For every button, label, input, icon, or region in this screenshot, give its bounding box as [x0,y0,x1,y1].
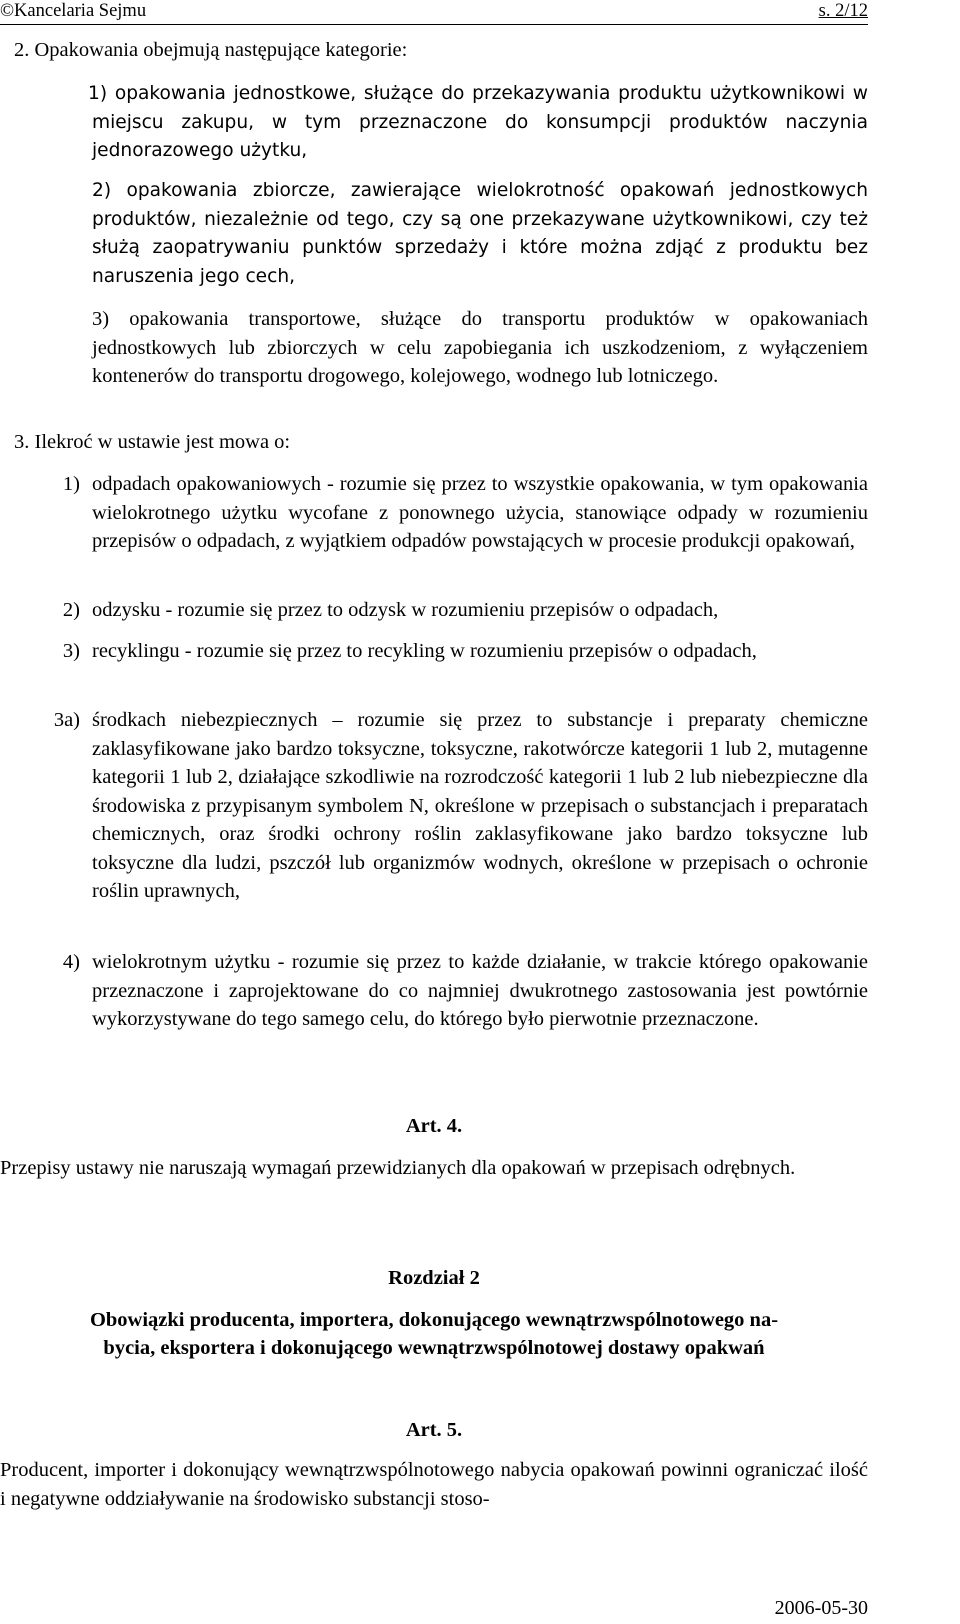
sec3-item-3-text: recyklingu - rozumie się przez to recykling w rozumieniu przepisów o odpadach, [92,640,757,662]
sec3-item-1-num: 1) [62,473,80,495]
art4-title: Art. 4. [405,1115,463,1137]
sec2-item-2-text: 2) opakowania zbiorcze, zawierające wielokrotność opakowań jednostkowych produktów, niezależnie od tego, czy są one przekazywane użytkownikowi, czy też służą zaopatrywaniu punktów sprzedaży i które można zdjąć z produktu bez naruszenia jego cech, [92,180,868,287]
chapter-subtitle-line-2: bycia, eksportera i dokonującego wewnątrzwspólnotowej dostawy opakwań [103,1337,765,1359]
sec2-item-1 [88,80,868,166]
sec3-item-2-text: odzysku - rozumie się przez to odzysk w rozumieniu przepisów o odpadach, [92,599,719,621]
sec2-item-2 [92,177,868,291]
page-header [0,0,868,25]
sec3-item-3-num: 3) [62,640,80,662]
sec2-intro: 2. Opakowania obejmują następujące kategorie: [14,39,408,61]
art4-text: Przepisy ustawy nie naruszają wymagań przewidzianych dla opakowań w przepisach odrębnych. [0,1157,796,1179]
sec3-item-1-text: odpadach opakowaniowych - rozumie się przez to wszystkie opakowania, w tym opakowania wielokrotnego użytku wycofane z ponownego użycia, stanowiące odpady w rozumieniu przepisów o odpadach, z wyjątkiem odpadów powstających w procesie produkcji opakowań, [92,473,868,552]
header-copyright: ©Kancelaria Sejmu [0,1,147,21]
footer-date: 2006-05-30 [774,1596,868,1619]
art5-text: Producent, importer i dokonujący wewnątrzwspólnotowego nabycia opakowań powinni ograniczać ilość i negatywne oddziaływanie na środowisko substancji stoso- [0,1459,868,1510]
chapter-title: Rozdział 2 [388,1267,480,1289]
header-page-number: s. 2/12 [818,1,868,21]
sec3-item-4-text: wielokrotnym użytku - rozumie się przez to każde działanie, w trakcie którego opakowanie przeznaczone i zaprojektowane do co najmniej dwukrotnego zastosowania jest powtórnie wykorzystywane do tego samego celu, do którego było pierwotnie przeznaczone. [92,951,868,1030]
sec2-item-1-text: 1) opakowania jednostkowe, służące do przekazywania produktu użytkownikowi w miejscu zakupu, w tym przeznaczone do konsumpcji produktów naczynia jednorazowego użytku, [88,83,868,161]
sec3-intro: 3. Ilekroć w ustawie jest mowa o: [14,431,291,453]
sec2-item-3-text: 3) opakowania transportowe, służące do transportu produktów w opakowaniach jednostkowych lub zbiorczych w celu zapobiegania ich uszkodzeniom, z wyłączeniem kontenerów do transportu drogowego, kolejowego, wodnego lub lotniczego. [92,308,868,387]
sec3-item-4-num: 4) [62,951,80,973]
sec3-item-3a-text: środkach niebezpiecznych – rozumie się przez to substancje i preparaty chemiczne zaklasyfikowane jako bardzo toksyczne, toksyczne, rakotwórcze kategorii 1 lub 2, mutagenne kategorii 1 lub 2, działające szkodliwie na rozrodczość kategorii 1 lub 2 lub niebezpieczne dla środowiska z przypisanym symbolem N, określone w przepisach o substancjach i preparatach chemicznych, oraz środki ochrony roślin zaklasyfikowane jako bardzo toksyczne lub toksyczne dla ludzi, pszczół lub organizmów wodnych, określone w przepisach o ochronie roślin uprawnych, [92,709,868,902]
art5-title: Art. 5. [405,1419,463,1441]
sec3-item-3a-num: 3a) [53,709,80,731]
chapter-subtitle-line-1: Obowiązki producenta, importera, dokonującego wewnątrzwspólnotowego na- [89,1309,779,1331]
sec3-item-2-num: 2) [62,599,80,621]
sec2-item-3 [92,305,868,391]
